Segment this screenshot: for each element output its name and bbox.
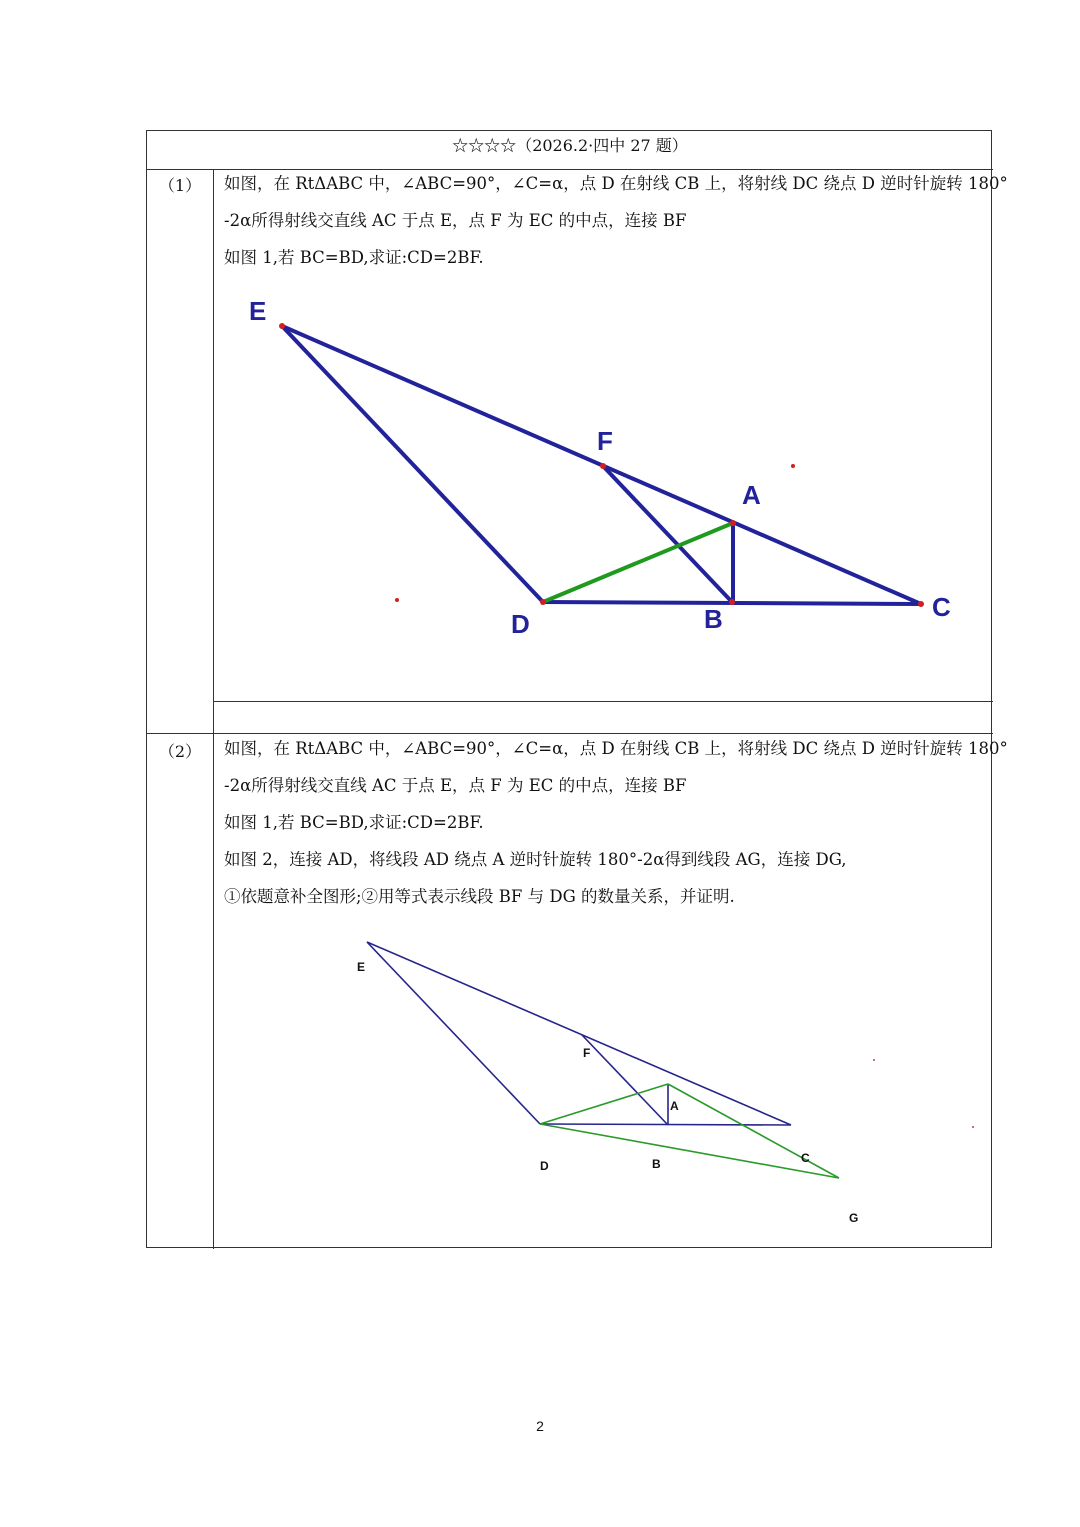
stray-dot: [972, 1126, 974, 1128]
point-A-dot: [730, 520, 736, 526]
segment-ED: [367, 942, 540, 1124]
part1-text: [224, 165, 1008, 276]
point-label-C: C: [801, 1151, 810, 1165]
part1-line: 如图，在 RtΔABC 中，∠ABC=90°，∠C=α，点 D 在射线 CB 上，将射线 DC 绕点 D 逆时针旋转 180°: [224, 174, 1008, 193]
segment-FB: [582, 1035, 667, 1124]
segment-EC: [367, 942, 791, 1125]
table-header: ☆☆☆☆（2026.2·四中 27 题）: [452, 136, 688, 155]
segment-DG: [540, 1124, 839, 1178]
segment-ED: [282, 326, 543, 602]
part2-line: ①依题意补全图形;②用等式表示线段 BF 与 DG 的数量关系，并证明.: [224, 887, 735, 906]
part1-line: -2α所得射线交直线 AC 于点 E，点 F 为 EC 的中点，连接 BF: [224, 211, 687, 230]
page-number: 2: [536, 1418, 544, 1434]
part2-line: 如图 2，连接 AD，将线段 AD 绕点 A 逆时针旋转 180°-2α得到线段 AG，连接 DG,: [224, 850, 847, 869]
segment-AD: [543, 523, 733, 602]
point-label-B: B: [704, 604, 723, 634]
stray-dot: [873, 1059, 875, 1061]
segment-DC: [540, 1124, 791, 1125]
point-label-A: A: [670, 1099, 679, 1113]
point-label-A: A: [742, 480, 761, 510]
point-B-dot: [729, 599, 735, 605]
point-label-F: F: [583, 1046, 591, 1060]
point-label-D: D: [540, 1159, 549, 1173]
point-C-dot: [918, 601, 924, 607]
point-E-dot: [279, 323, 285, 329]
point-label-G: G: [849, 1211, 859, 1225]
figure-2: [337, 921, 859, 1225]
inner-row-divider: [213, 701, 993, 702]
point-label-F: F: [597, 426, 613, 456]
part2-line: 如图 1,若 BC=BD,求证:CD=2BF.: [224, 813, 484, 832]
part2-text: [224, 730, 1008, 915]
stray-dot: [791, 464, 795, 468]
point-F-dot: [600, 463, 606, 469]
point-label-E: E: [249, 296, 267, 326]
figure-1: [227, 286, 987, 656]
part2-line: 如图，在 RtΔABC 中，∠ABC=90°，∠C=α，点 D 在射线 CB 上，将射线 DC 绕点 D 逆时针旋转 180°: [224, 739, 1008, 758]
segment-AG: [668, 1084, 839, 1178]
part1-label: （1）: [158, 176, 202, 195]
point-D-dot: [540, 599, 546, 605]
figure2-dots: [873, 1059, 974, 1128]
point-label-C: C: [932, 592, 951, 622]
stray-dot: [395, 598, 399, 602]
point-label-B: B: [652, 1157, 661, 1171]
figure2-lines: [367, 942, 839, 1178]
label-column-divider: [213, 169, 214, 1249]
problem-table: [146, 130, 1008, 1248]
part2-line: -2α所得射线交直线 AC 于点 E，点 F 为 EC 的中点，连接 BF: [224, 776, 687, 795]
segment-FB: [603, 466, 732, 602]
point-label-D: D: [511, 609, 530, 639]
point-label-E: E: [357, 960, 366, 974]
part1-line: 如图 1,若 BC=BD,求证:CD=2BF.: [224, 248, 484, 267]
part2-label: （2）: [158, 742, 202, 761]
